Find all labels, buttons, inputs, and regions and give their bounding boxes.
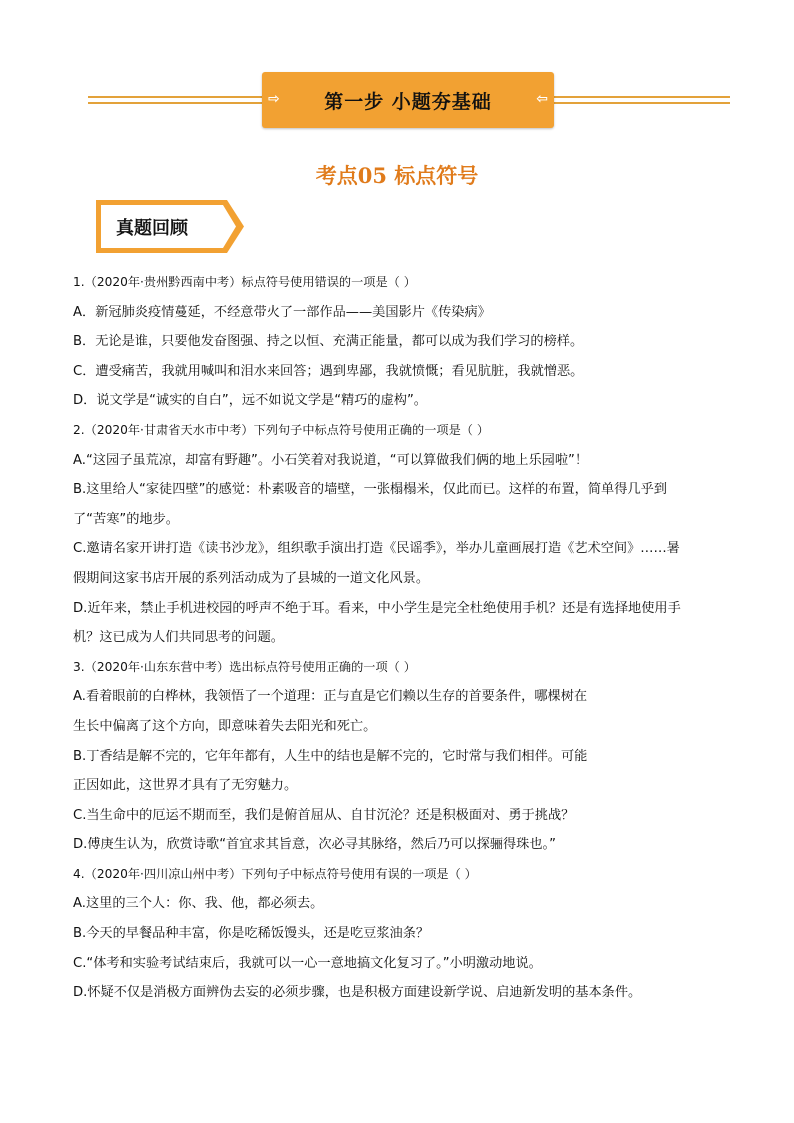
review-tag: [95, 199, 245, 254]
banner-rule-right: [554, 96, 730, 104]
question-option: 机？这已成为人们共同思考的问题。: [73, 630, 284, 646]
question-option: B.丁香结是解不完的，它年年都有，人生中的结也是解不完的，它时常与我们相伴。可能: [73, 748, 588, 764]
question-option: B.今天的早餐品种丰富，你是吃稀饭馒头，还是吃豆浆油条？: [73, 926, 430, 942]
question-option: A．新冠肺炎疫情蔓延，不经意带火了一部作品——美国影片《传染病》: [73, 304, 491, 320]
banner-rule-left: [88, 96, 262, 104]
question-stem: 1.（2020年·贵州黔西南中考）标点符号使用错误的一项是（ ）: [73, 275, 416, 289]
question-option: 生长中偏离了这个方向，即意味着失去阳光和死亡。: [73, 718, 377, 734]
question-option: A.这里的三个人：你、我、他，都必须去。: [73, 896, 324, 912]
question-option: 正因如此，这世界才具有了无穷魅力。: [73, 778, 298, 794]
question-option: C.当生命中的厄运不期而至，我们是俯首屈从、自甘沉沦？还是积极面对、勇于挑战？: [73, 807, 575, 823]
question-list: [73, 268, 733, 1008]
question-option: 假期间这家书店开展的系列活动成为了县城的一道文化风景。: [73, 570, 430, 586]
question-option: C.“体考和实验考试结束后，我就可以一心一意地搞文化复习了。”小明激动地说。: [73, 955, 542, 971]
question-option: D.近年来，禁止手机进校园的呼声不绝于耳。看来，中小学生是完全杜绝使用手机？还是有选择地使用手: [73, 600, 681, 616]
question-option: A.“这园子虽荒凉，却富有野趣”。小石笑着对我说道，“可以算做我们俩的地上乐园啦”！: [73, 452, 589, 468]
question-stem: 2.（2020年·甘肃省天水市中考）下列句子中标点符号使用正确的一项是（ ）: [73, 422, 490, 437]
step-banner: [88, 72, 730, 130]
arrow-right-icon: ⇨: [268, 91, 280, 107]
banner-title: 第一步 小题夯基础: [324, 91, 492, 113]
review-label: 真题回顾: [116, 218, 188, 239]
question-option: D.怀疑不仅是消极方面辨伪去妄的必须步骤，也是积极方面建设新学说、启迪新发明的基本条件。: [73, 985, 642, 1001]
question-option: B.这里给人“家徒四壁”的感觉：朴素吸音的墙壁，一张榻榻米，仅此而已。这样的布置，简单得几乎到: [73, 482, 667, 498]
banner-box: [262, 72, 554, 128]
question-stem: 4.（2020年·四川凉山州中考）下列句子中标点符号使用有误的一项是（ ）: [73, 866, 477, 881]
question-option: B．无论是谁，只要他发奋图强、持之以恒、充满正能量，都可以成为我们学习的榜样。: [73, 334, 584, 350]
question-option: D．说文学是“诚实的自白”，远不如说文学是“精巧的虚构”。: [73, 393, 427, 409]
question-option: A.看着眼前的白桦林，我领悟了一个道理：正与直是它们赖以生存的首要条件，哪棵树在: [73, 689, 588, 705]
question-option: C.邀请名家开讲打造《读书沙龙》，组织歌手演出打造《民谣季》，举办儿童画展打造《艺术空间》……暑: [73, 541, 680, 557]
question-option: C．遭受痛苦，我就用喊叫和泪水来回答；遇到卑鄙，我就愤慨；看见肮脏，我就憎恶。: [73, 363, 584, 379]
question-stem: 3.（2020年·山东东营中考）选出标点符号使用正确的一项（ ）: [73, 659, 416, 674]
question-option: D.傅庚生认为，欣赏诗歌“首宜求其旨意，次必寻其脉络，然后乃可以探骊得珠也。”: [73, 837, 556, 853]
question-option: 了“苦寒”的地步。: [73, 511, 179, 527]
arrow-left-icon: ⇦: [536, 91, 548, 107]
section-title: 考点05 标点符号: [315, 163, 479, 188]
